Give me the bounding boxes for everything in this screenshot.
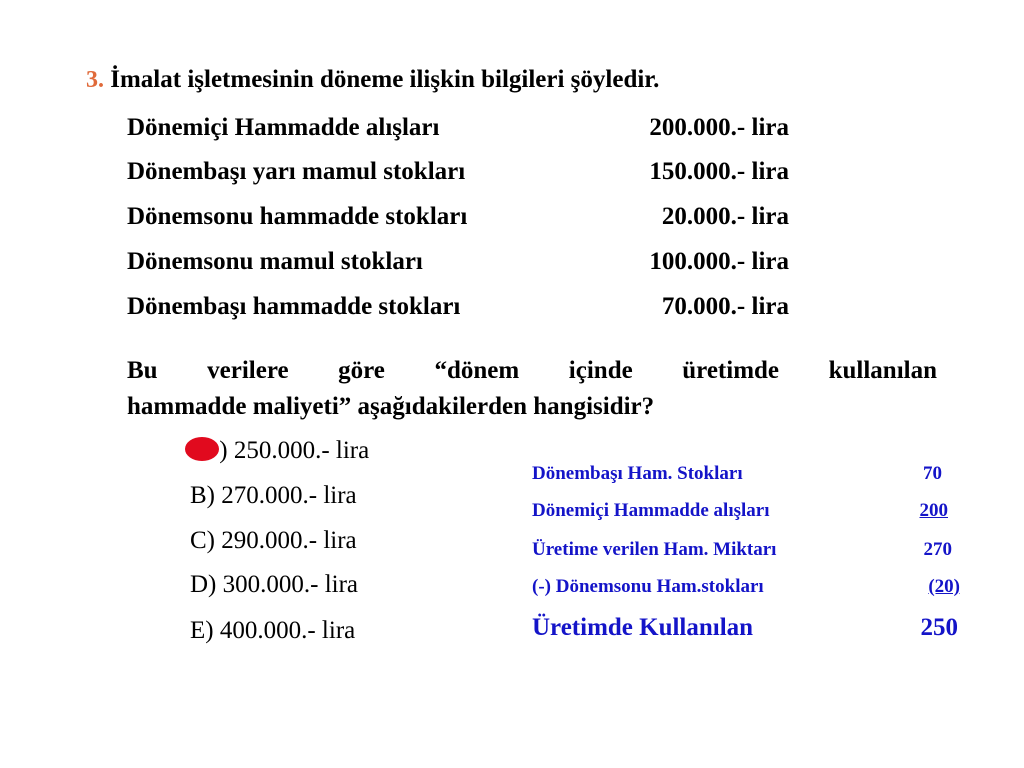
data-row [127,293,807,325]
data-row-label: Dönembaşı yarı mamul stokları [127,158,466,185]
solution-row-label: Dönemiçi Hammadde alışları [532,500,770,521]
option-b[interactable] [190,482,430,510]
option-text: ) 250.000.- lira [219,437,370,464]
data-row [127,248,807,280]
data-row-label: Dönemsonu hammadde stokları [127,203,468,230]
option-text: C) 290.000.- lira [190,527,357,554]
question-prompt-line: hammadde maliyeti” aşağıdakilerden hangisidir? [127,393,655,420]
question-heading-text: İmalat işletmesinin döneme ilişkin bilgileri şöyledir. [110,66,660,93]
question-prompt [127,353,937,425]
answer-mark-circle [185,437,219,461]
solution-row [532,539,962,567]
solution-row-label: Üretime verilen Ham. Miktarı [532,539,777,560]
option-text: B) 270.000.- lira [190,482,357,509]
solution-total-value: 250 [920,614,958,641]
solution-row-label: (-) Dönemsonu Ham.stokları [532,576,764,597]
option-c[interactable] [190,527,430,555]
data-row [127,203,807,235]
data-row-value: 70.000.- lira [661,293,789,320]
data-row-value: 150.000.- lira [649,158,789,185]
data-row-label: Dönemiçi Hammadde alışları [127,114,440,141]
solution-row-value: (20) [928,576,960,597]
option-e[interactable] [190,617,430,645]
solution-row-value: 70 [923,463,942,484]
option-a[interactable] [185,437,425,465]
data-row [127,158,807,190]
data-row-label: Dönembaşı hammadde stokları [127,293,461,320]
option-d[interactable] [190,571,430,599]
question-heading [86,66,659,94]
solution-row [532,463,962,491]
solution-row-value: 200 [919,500,948,521]
data-row-value: 200.000.- lira [649,114,789,141]
data-row [127,114,807,146]
data-row-label: Dönemsonu mamul stokları [127,248,423,275]
question-number: 3. [86,67,104,93]
solution-row [532,576,962,604]
data-row-value: 100.000.- lira [649,248,789,275]
solution-row-label: Dönembaşı Ham. Stokları [532,463,743,484]
question-prompt-line: Bu verilere göre “dönem içinde üretimde kullanılan [127,357,937,384]
solution-total [532,614,962,648]
solution-row [532,500,962,528]
data-row-value: 20.000.- lira [661,203,789,230]
solution-total-label: Üretimde Kullanılan [532,614,754,641]
option-text: E) 400.000.- lira [190,617,356,644]
solution-row-value: 270 [923,539,952,560]
option-text: D) 300.000.- lira [190,571,359,598]
